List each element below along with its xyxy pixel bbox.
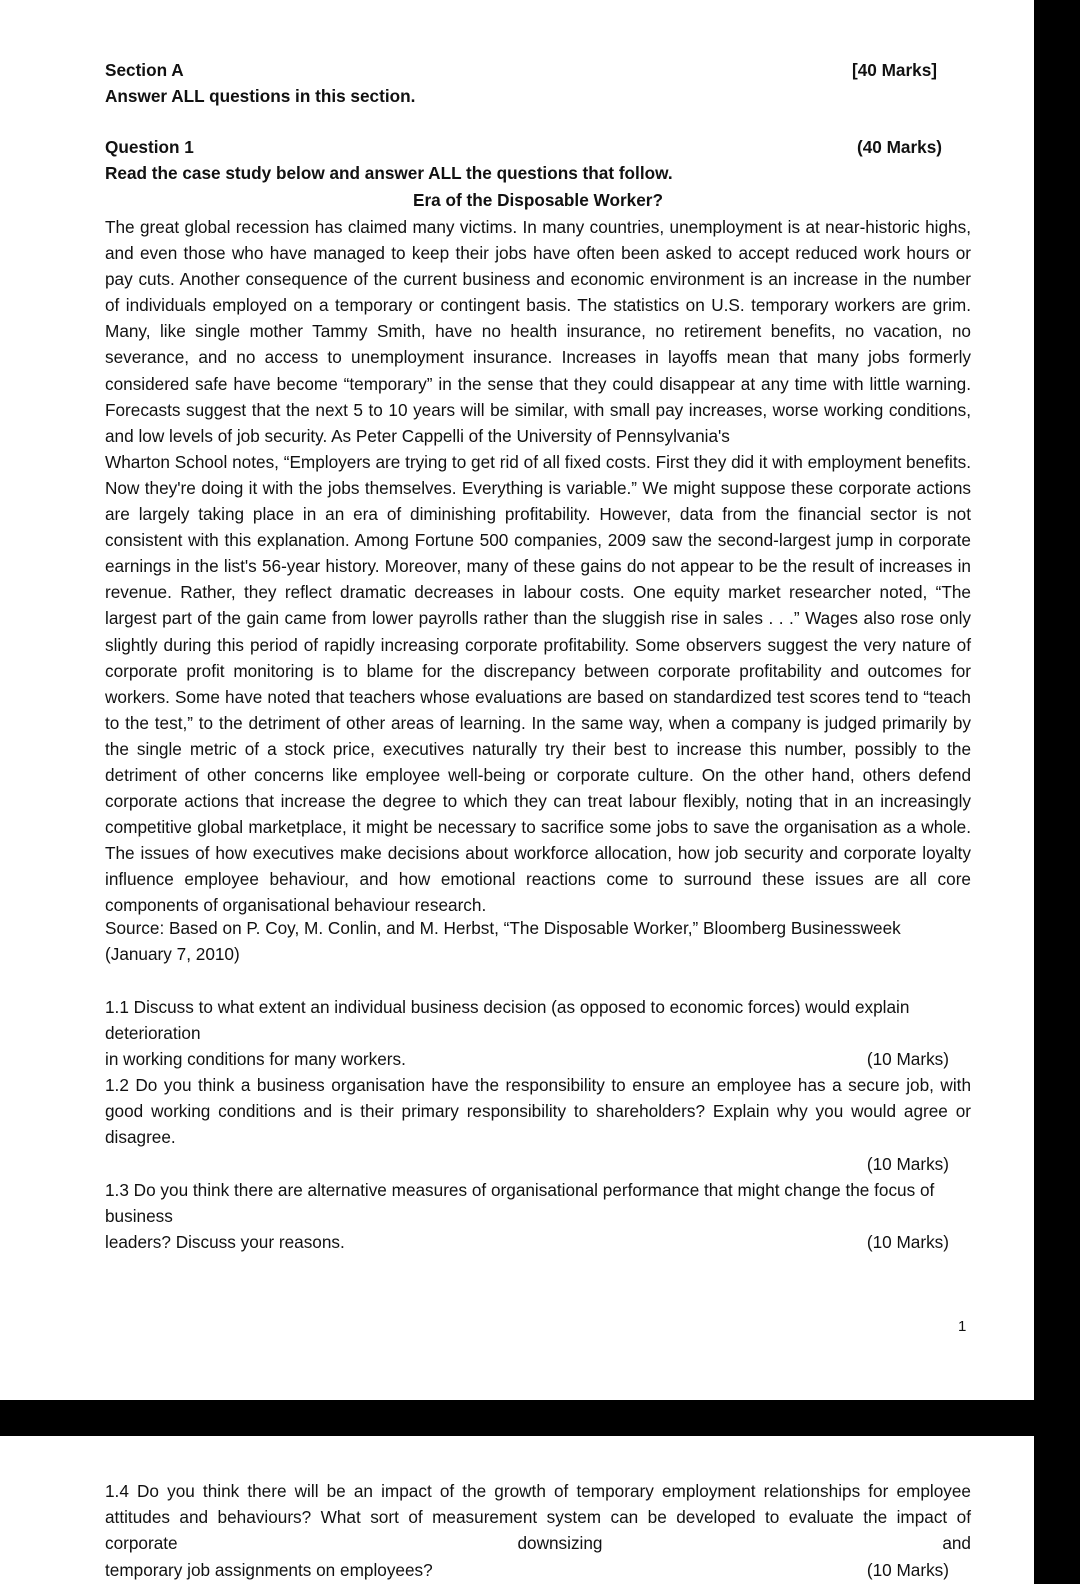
section-instruction: Answer ALL questions in this section. (105, 86, 416, 106)
case-paragraph-2: Wharton School notes, “Employers are trying to get rid of all fixed costs. First they did it with employment benefits. Now they're doing it with the jobs themselves. Everything is variable.” We might suppose these corporate actions are largely taking place in an era of diminishing profitability. However, data from the financial sector is not consistent with this explanation. Among Fortune 500 companies, 2009 saw the second-largest jump in corporate earnings in the list's 56-year history. Moreover, many of these gains do not appear to be the result of increases in revenue. Rather, they reflect dramatic decreases in labour costs. One equity market researcher noted, “The largest part of the gain came from lower payrolls rather than the sluggish rise in sales . . .” Wages also rose only slightly during this period of rapidly increasing corporate profitability. Some observers suggest the very nature of corporate profit monitoring is to blame for the discrepancy between corporate profitability and outcomes for workers. Some have noted that teachers whose evaluations are based on standardized test scores tend to “teach to the test,” to the detriment of other areas of learning. In the same way, when a company is judged primarily by the single metric of a stock price, executives naturally try their best to increase this number, possibly to the detriment of other concerns like employee well-being or corporate culture. On the other hand, others defend corporate actions that increase the degree to which they can treat labour flexibly, noting that in an increasingly competitive global marketplace, it might be necessary to sacrifice some jobs to save the organisation as a whole. The issues of how executives make decisions about workforce allocation, how job security and corporate loyalty influence employee behaviour, and how emotional reactions come to surround these issues are all core components of organisational behaviour research. (105, 451, 971, 916)
question-title: Question 1 (105, 137, 194, 157)
question-1-3-marks: (10 Marks) (866, 1232, 949, 1253)
question-marks: (40 Marks) (857, 137, 943, 157)
question-instruction: Read the case study below and answer ALL the questions that follow. (105, 163, 673, 183)
case-study-body (105, 214, 971, 919)
question-1-4 (105, 1478, 971, 1583)
question-1-4-text: 1.4 Do you think there will be an impact of the growth of temporary employment relationships for employee attitudes and behaviours? What sort of measurement system can be developed to evaluate the impact of corporate downsizing and (105, 1481, 971, 1554)
question-1-3-line-1: 1.3 Do you think there are alternative measures of organisational performance that might change the focus of business (105, 1180, 935, 1227)
case-study-title: Era of the Disposable Worker? (413, 190, 663, 210)
question-1-4-last-line: temporary job assignments on employees? (105, 1559, 433, 1580)
page-number: 1 (958, 1318, 967, 1335)
question-1-4-marks: (10 Marks) (866, 1559, 949, 1580)
question-1-1-marks: (10 Marks) (866, 1049, 949, 1070)
case-paragraph-1: The great global recession has claimed many victims. In many countries, unemployment is at near-historic highs, and even those who have managed to keep their jobs have often been asked to accept reduced work hours or pay cuts. Another consequence of the current business and economic environment is an increase in the number of individuals employed on a temporary or contingent basis. The statistics on U.S. temporary workers are grim. Many, like single mother Tammy Smith, have no health insurance, no retirement benefits, no vacation, no severance, and no access to unemployment insurance. Increases in layoffs mean that many jobs formerly considered safe have become “temporary” in the sense that they could disappear at any time with little warning. Forecasts suggest that the next 5 to 10 years will be similar, with small pay increases, worse working conditions, and low levels of job security. As Peter Cappelli of the University of Pennsylvania's (105, 217, 971, 446)
source-line-1: Source: Based on P. Coy, M. Conlin, and M. Herbst, “The Disposable Worker,” Bloomberg Businessweek (105, 918, 901, 938)
section-marks: [40 Marks] (852, 60, 938, 80)
source-citation (105, 915, 971, 967)
question-1-2-text: 1.2 Do you think a business organisation have the responsibility to ensure an employee has a secure job, with good working conditions and is their primary responsibility to shareholders? Explain why you would agree or disagree. (105, 1075, 971, 1148)
question-1-2-marks: (10 Marks) (866, 1153, 949, 1174)
question-1-1-line-2: in working conditions for many workers. (105, 1049, 406, 1070)
question-1-3-line-2: leaders? Discuss your reasons. (105, 1232, 345, 1253)
source-line-2: (January 7, 2010) (105, 944, 240, 965)
question-1-1-line-1: 1.1 Discuss to what extent an individual business decision (as opposed to economic forces) would explain deterioration (105, 997, 910, 1044)
question-1-2 (105, 1072, 971, 1177)
page-2 (0, 1436, 1034, 1584)
section-title: Section A (105, 60, 184, 80)
question-1-3 (105, 1177, 971, 1256)
question-1-1 (105, 994, 971, 1073)
